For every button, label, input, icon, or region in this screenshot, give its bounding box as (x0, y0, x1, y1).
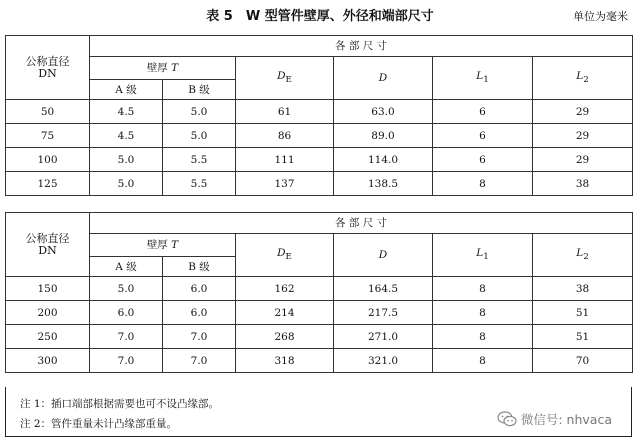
wall-symbol: T (171, 239, 179, 251)
grade-b-cell: 5.5 (163, 148, 236, 172)
wall-prefix: 壁厚 (146, 239, 172, 251)
wall-thickness-header (90, 57, 236, 80)
l2-subscript: 2 (583, 252, 589, 263)
table-row (6, 325, 633, 349)
l1-cell: 6 (433, 148, 533, 172)
page-header (0, 0, 640, 30)
grade-b-header: B 级 (163, 80, 236, 100)
unit-label: 单位为毫米 (573, 10, 628, 23)
d-cell: 89.0 (334, 124, 433, 148)
grade-b-cell: 5.0 (163, 100, 236, 124)
table-row (6, 148, 633, 172)
table-row (6, 301, 633, 325)
d-cell: 114.0 (334, 148, 433, 172)
grade-a-cell: 5.0 (90, 172, 163, 196)
wall-prefix: 壁厚 (146, 62, 172, 74)
dn-cell: 200 (6, 301, 90, 325)
watermark (497, 410, 612, 428)
d-cell: 217.5 (334, 301, 433, 325)
de-cell: 111 (236, 148, 334, 172)
grade-b-cell: 6.0 (163, 277, 236, 301)
l1-header (433, 234, 533, 277)
group-header: 各 部 尺 寸 (90, 36, 633, 57)
l2-header (533, 57, 633, 100)
d-cell: 138.5 (334, 172, 433, 196)
grade-a-header: A 级 (90, 257, 163, 277)
header-row (6, 36, 633, 57)
de-cell: 214 (236, 301, 334, 325)
note-1: 注 1：插口端部根据需要也可不设凸缘部。 (20, 398, 220, 410)
note-2: 注 2：管件重量未计凸缘部重量。 (20, 418, 178, 430)
l1-cell: 8 (433, 325, 533, 349)
table-row (6, 100, 633, 124)
table-row (6, 172, 633, 196)
grade-b-cell: 6.0 (163, 301, 236, 325)
l2-cell: 51 (533, 325, 633, 349)
d-cell: 63.0 (334, 100, 433, 124)
grade-a-cell: 5.0 (90, 277, 163, 301)
de-header (236, 234, 334, 277)
table-row (6, 277, 633, 301)
d-cell: 271.0 (334, 325, 433, 349)
grade-a-header: A 级 (90, 80, 163, 100)
watermark-text: 微信号: nhvaca (520, 412, 612, 427)
l1-cell: 6 (433, 124, 533, 148)
l1-cell: 8 (433, 301, 533, 325)
de-cell: 268 (236, 325, 334, 349)
l2-symbol: L (576, 246, 584, 259)
l1-cell: 8 (433, 277, 533, 301)
dn-header-cell (6, 36, 90, 100)
l1-symbol: L (476, 69, 484, 82)
de-cell: 61 (236, 100, 334, 124)
de-symbol: D (277, 69, 286, 82)
de-symbol: D (277, 246, 286, 259)
l1-cell: 6 (433, 100, 533, 124)
d-header: D (334, 234, 433, 277)
l2-cell: 38 (533, 277, 633, 301)
l2-cell: 70 (533, 349, 633, 373)
grade-b-header: B 级 (163, 257, 236, 277)
de-cell: 318 (236, 349, 334, 373)
l1-subscript: 1 (483, 75, 489, 86)
wall-thickness-header (90, 234, 236, 257)
dn-code: DN (38, 66, 57, 80)
de-cell: 137 (236, 172, 334, 196)
de-cell: 86 (236, 124, 334, 148)
grade-b-cell: 5.0 (163, 124, 236, 148)
dn-cell: 100 (6, 148, 90, 172)
grade-b-cell: 5.5 (163, 172, 236, 196)
header-row (6, 57, 633, 80)
grade-a-cell: 7.0 (90, 325, 163, 349)
l1-cell: 8 (433, 349, 533, 373)
dn-cell: 125 (6, 172, 90, 196)
dimension-table-lower (5, 212, 633, 373)
l1-cell: 8 (433, 172, 533, 196)
dn-code: DN (38, 243, 57, 257)
l1-header (433, 57, 533, 100)
grade-a-cell: 5.0 (90, 148, 163, 172)
de-header (236, 57, 334, 100)
table-row (6, 349, 633, 373)
de-subscript: E (285, 75, 292, 86)
de-cell: 162 (236, 277, 334, 301)
l2-cell: 38 (533, 172, 633, 196)
dn-header-cell (6, 213, 90, 277)
dn-cell: 50 (6, 100, 90, 124)
d-header: D (334, 57, 433, 100)
l1-symbol: L (476, 246, 484, 259)
l1-subscript: 1 (483, 252, 489, 263)
d-cell: 321.0 (334, 349, 433, 373)
dn-cell: 150 (6, 277, 90, 301)
table-title: 表 5 W 型管件壁厚、外径和端部尺寸 (206, 9, 434, 24)
l2-cell: 29 (533, 148, 633, 172)
header-row (6, 234, 633, 257)
grade-a-cell: 4.5 (90, 100, 163, 124)
l2-header (533, 234, 633, 277)
dn-cell: 75 (6, 124, 90, 148)
dn-label: 公称直径 (25, 231, 70, 245)
grade-a-cell: 7.0 (90, 349, 163, 373)
l2-cell: 29 (533, 124, 633, 148)
l2-symbol: L (576, 69, 584, 82)
l2-cell: 29 (533, 100, 633, 124)
grade-b-cell: 7.0 (163, 349, 236, 373)
dn-cell: 300 (6, 349, 90, 373)
wall-symbol: T (171, 62, 179, 74)
l2-cell: 51 (533, 301, 633, 325)
group-header: 各 部 尺 寸 (90, 213, 633, 234)
table-row (6, 124, 633, 148)
grade-a-cell: 6.0 (90, 301, 163, 325)
l2-subscript: 2 (583, 75, 589, 86)
de-subscript: E (285, 252, 292, 263)
wechat-icon (497, 411, 517, 427)
dn-cell: 250 (6, 325, 90, 349)
d-cell: 164.5 (334, 277, 433, 301)
grade-a-cell: 4.5 (90, 124, 163, 148)
dimension-table-upper (5, 35, 633, 196)
dn-label: 公称直径 (25, 54, 70, 68)
header-row (6, 213, 633, 234)
grade-b-cell: 7.0 (163, 325, 236, 349)
